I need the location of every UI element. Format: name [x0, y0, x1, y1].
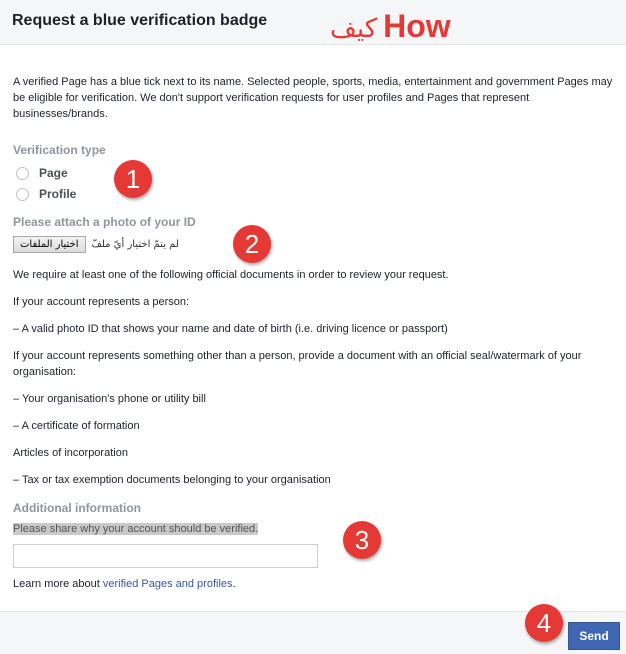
additional-prompt: [13, 521, 258, 537]
step-badge-1: 1: [114, 160, 152, 198]
verified-pages-link[interactable]: verified Pages and profiles: [102, 578, 233, 590]
radio-profile-circle[interactable]: [16, 188, 29, 201]
step-badge-3: 3: [343, 521, 381, 559]
requirement-item: – Tax or tax exemption documents belonging to your organisation: [13, 474, 331, 486]
additional-info-label: Additional information: [13, 501, 141, 515]
requirements-intro: We require at least one of the following official documents in order to review your request.: [13, 269, 449, 281]
learn-more-prefix: Learn more about: [13, 578, 103, 590]
radio-page-circle[interactable]: [16, 167, 29, 180]
requirement-item: – A certificate of formation: [13, 420, 140, 432]
dialog-header: [0, 0, 626, 45]
step-badge-4: 4: [525, 604, 563, 642]
requirement-item: – Your organisation's phone or utility bill: [13, 393, 206, 405]
choose-file-button[interactable]: اختيار الملفات: [13, 236, 86, 253]
radio-profile-label: Profile: [39, 187, 77, 201]
intro-text: A verified Page has a blue tick next to its name. Selected people, sports, media, entertainment and government Pages may be eligible for verification. We don't support verification requests for user profiles and Pages that represent businesses/brands.: [13, 76, 613, 120]
file-input[interactable]: [13, 236, 179, 253]
brand-latin: How: [383, 8, 451, 44]
send-button[interactable]: Send: [568, 622, 620, 650]
no-file-label: لم يتمّ اختيار أيّ ملفّ: [91, 239, 179, 250]
additional-prompt-text: Please share why your account should be verified.: [13, 523, 259, 535]
person-heading: If your account represents a person:: [13, 296, 190, 308]
additional-info-input[interactable]: [13, 544, 318, 568]
other-heading: If your account represents something other than a person, provide a document with an official seal/watermark of your organisation:: [13, 350, 582, 378]
requirement-item: Articles of incorporation: [13, 447, 128, 459]
radio-profile[interactable]: [16, 187, 76, 201]
radio-page[interactable]: [16, 166, 68, 180]
brand-arabic: كيف: [330, 14, 378, 44]
radio-page-label: Page: [39, 166, 68, 180]
learn-more-text: [13, 576, 236, 592]
learn-more-suffix: .: [232, 578, 236, 590]
dialog-title: Request a blue verification badge: [12, 12, 268, 29]
attach-label: Please attach a photo of your ID: [13, 215, 196, 229]
step-badge-2: 2: [233, 225, 271, 263]
brand-logo: [330, 10, 451, 45]
verification-type-label: Verification type: [13, 143, 106, 157]
person-item: – A valid photo ID that shows your name and date of birth (i.e. driving licence or passport): [13, 323, 448, 335]
